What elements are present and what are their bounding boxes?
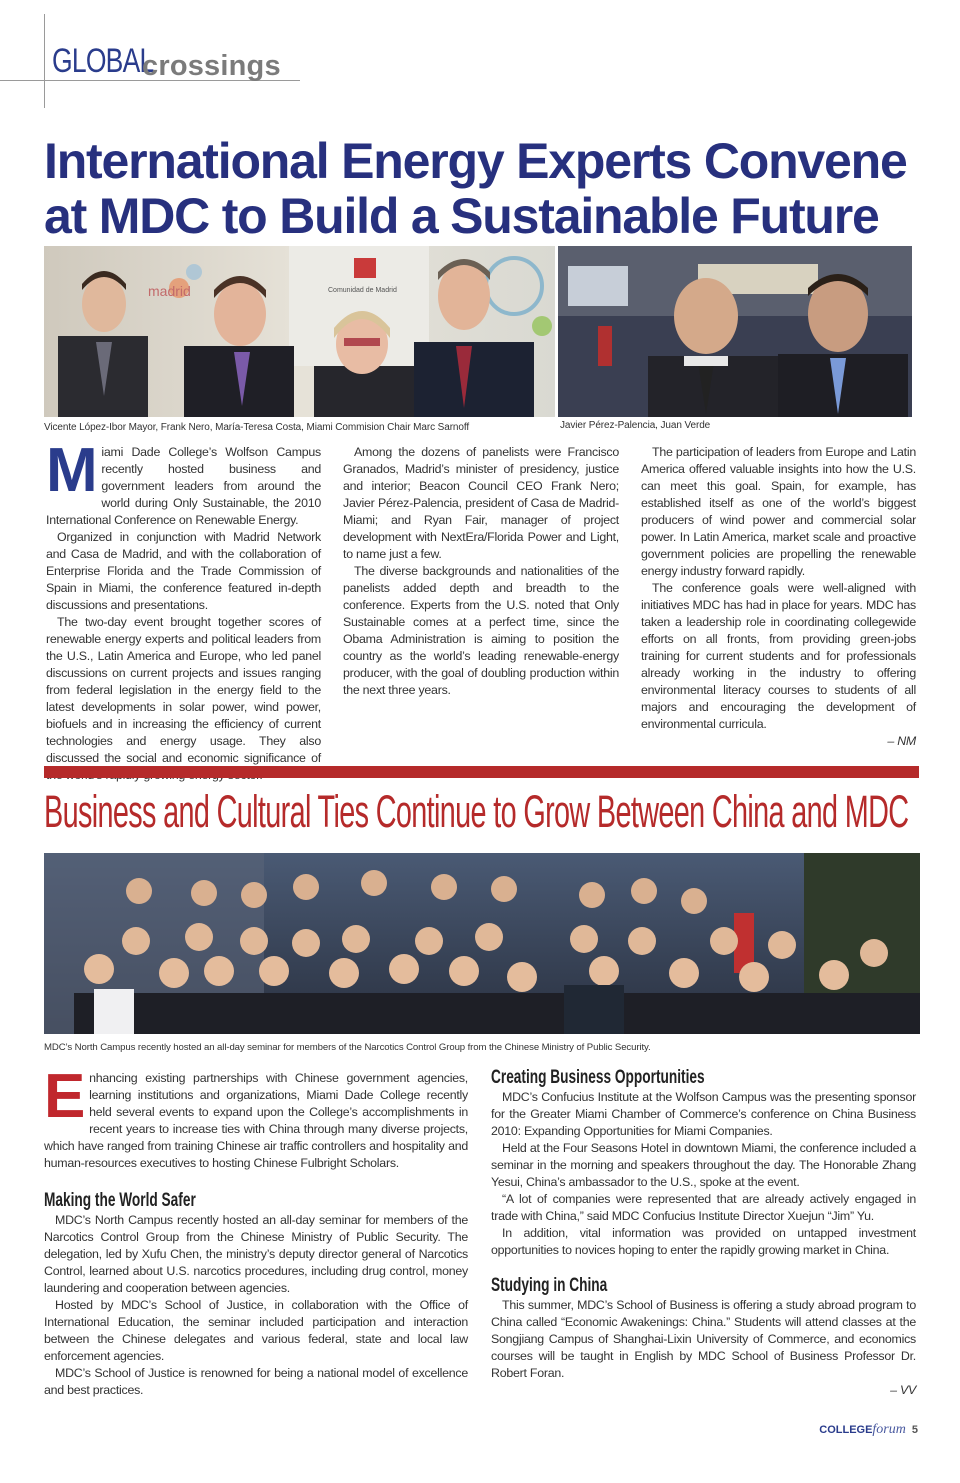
photo-energy-leaders bbox=[44, 246, 555, 417]
section1-paragraph1: MDC’s North Campus recently hosted an all-day seminar for members of the Narcotics Control Group from the Chinese Ministry of Public Security. The delegation, led by Xufu Chen, the ministry’s deputy director general of Narcotics Control, learned about U.S. narcotics procedures, including drug control, money laundering and cooperation between agencies. bbox=[44, 1213, 468, 1295]
article2-section3 bbox=[491, 1297, 916, 1399]
article1-paragraph3: The two-day event brought together scores of renewable energy experts and political leaders from the U.S., Latin America and Europe, who led panel discussions on current projects and issues ranging from federal legislation in the energy field to the latest developments in solar power, wind power, biofuels and in increasing the efficiency of current technologies and energy usage. They also discussed the social and economic significance of bbox=[46, 615, 321, 765]
footer-brand-forum: forum bbox=[872, 1422, 906, 1437]
section-title-global: GLOBAL bbox=[52, 42, 154, 80]
section2-paragraph2: Held at the Four Seasons Hotel in downtown Miami, the conference included a seminar in the morning and speakers throughout the day. The Honorable Zhang Yesui, China’s ambassador to the U.S., spoke at the event. bbox=[491, 1141, 916, 1189]
article2-section2 bbox=[491, 1089, 916, 1259]
section1-paragraph2: Hosted by MDC’s School of Justice, in collaboration with the Office of International Education, the seminar included participation and interaction between the Chinese delegates and various federal, state and local law enforcement agencies. bbox=[44, 1298, 468, 1363]
article1-paragraph5: The diverse backgrounds and nationalities of the panelists added depth and breadth to the conference. Experts from the U.S. noted that Only Sustainable comes at a perfect time, since the Obama Administration is aiming to position the country as the world’s leading renewable-energy producer, with the goal of doubling production within the next three years. bbox=[343, 564, 619, 697]
article1-headline-line1: International Energy Experts Convene bbox=[44, 133, 907, 189]
photo1-caption: Vicente López-Ibor Mayor, Frank Nero, María-Teresa Costa, Miami Commision Chair Marc Sarnoff bbox=[44, 422, 470, 433]
article2-intro bbox=[44, 1062, 468, 1172]
section-divider-bar bbox=[44, 766, 919, 778]
article1-column2 bbox=[343, 444, 619, 752]
article1-paragraph4: Among the dozens of panelists were Francisco Granados, Madrid’s minister of presidency, justice and interior; Beacon Council CEO Frank Nero; Javier Pérez-Palencia, president of Casa de Madrid-Miami; and Ryan Fair, manager of project development with NextEra/Florida Power and Light, to name just a few. bbox=[343, 445, 619, 561]
section1-paragraph3: MDC’s School of Justice is renowned for being a national model of excellence and best practices. bbox=[44, 1366, 468, 1397]
article2-column-left bbox=[44, 1062, 468, 1172]
article1-headline bbox=[44, 134, 944, 244]
photo-perez-verde bbox=[558, 246, 912, 417]
page-footer bbox=[819, 1422, 918, 1438]
subhead-making-world-safer: Making the World Safer bbox=[44, 1190, 196, 1211]
subhead-creating-business-opportunities: Creating Business Opportunities bbox=[491, 1067, 705, 1088]
section2-paragraph4: In addition, vital information was provided on untapped investment opportunities to novices hoping to enter the rapidly growing market in China. bbox=[491, 1226, 916, 1257]
article1-paragraph6: The participation of leaders from Europe and Latin America offered valuable insights into how the U.S. can meet this goal. Spain, for example, has established itself as one of the world’s biggest producers of wind power and commercial solar power. In Latin America, market scale and proactive government policies are propelling the renewable energy industry forward rapidly. bbox=[641, 445, 916, 578]
section-title-crossings: crossings bbox=[142, 50, 281, 82]
photo-sign-madrid: madrid bbox=[148, 283, 191, 299]
article2-headline: Business and Cultural Ties Continue to Grow Between China and MDC bbox=[44, 786, 909, 837]
photo2-caption: Javier Pérez-Palencia, Juan Verde bbox=[560, 420, 711, 431]
article1-headline-line2: at MDC to Build a Sustainable Future bbox=[44, 188, 879, 244]
article2-dropcap: E bbox=[44, 1062, 86, 1131]
section3-paragraph1: This summer, MDC’s School of Business is offering a study abroad program to China called “Economic Awakenings: China.” Students will attend classes at the Songjiang Campus of Shanghai-Lixin University of Commerce, and economics courses will be taught in English by MDC School of Business Professor Dr. Robert Foran. bbox=[491, 1298, 916, 1380]
article1-paragraph1-text: iami Dade College’s Wolfson Campus recently hosted business and government leaders from around the world during Only Sustainable, the 2010 International Conference on Renewable Energy. bbox=[46, 445, 321, 527]
article1-column1 bbox=[46, 436, 321, 765]
subhead-studying-in-china: Studying in China bbox=[491, 1275, 608, 1296]
article1-signature: – NM bbox=[887, 734, 916, 748]
article1-column3 bbox=[641, 444, 916, 750]
article2-section1 bbox=[44, 1212, 468, 1399]
article1-dropcap: M bbox=[46, 436, 98, 505]
photo-narcotics-control-group bbox=[44, 853, 920, 1034]
page-number: 5 bbox=[911, 1424, 918, 1436]
article2-intro-text: nhancing existing partnerships with Chinese government agencies, learning institutions and organizations, Miami Dade College recently held several events to expand upon the College’s accomplishments in recent years to increase ties with China through many diverse projects, which have ranged from training Chinese air traffic controllers and hospitality and human-resources executives to hosting Chinese Fulbright Scholars. bbox=[44, 1071, 468, 1170]
photo-sign-comunidad: Comunidad de Madrid bbox=[328, 287, 397, 294]
section2-paragraph1: MDC’s Confucius Institute at the Wolfson Campus was the presenting sponsor for the Greater Miami Chamber of Commerce’s conference on China Business 2010: Expanding Opportunities for Miami Companies. bbox=[491, 1090, 916, 1138]
article1-paragraph2: Organized in conjunction with Madrid Network and Casa de Madrid, and with the collaboration of Enterprise Florida and the Trade Commission of Spain in Miami, the conference featured in-depth discussions and presentations. bbox=[46, 530, 321, 612]
article1-paragraph7: The conference goals were well-aligned with initiatives MDC has had in place for years. MDC has taken a leadership role in coordinating collegewide efforts on all fronts, from providing green-jobs training for current students and for professionals already working in the industry to offering environmental literacy courses to students of all majors and encouraging the development of environmental curricula. bbox=[641, 581, 916, 731]
section2-paragraph3: “A lot of companies were represented that are already actively engaged in trade with China,” said MDC Confucius Institute Director Xuejun “Jim” Yu. bbox=[491, 1192, 916, 1223]
article2-signature: – VV bbox=[890, 1383, 916, 1397]
group-photo-caption: MDC’s North Campus recently hosted an all-day seminar for members of the Narcotics Control Group from the Chinese Ministry of Public Security. bbox=[44, 1042, 651, 1053]
article1-paragraph1 bbox=[46, 436, 321, 529]
header-vertical-rule bbox=[44, 14, 45, 108]
footer-brand-college: COLLEGE bbox=[819, 1424, 873, 1436]
